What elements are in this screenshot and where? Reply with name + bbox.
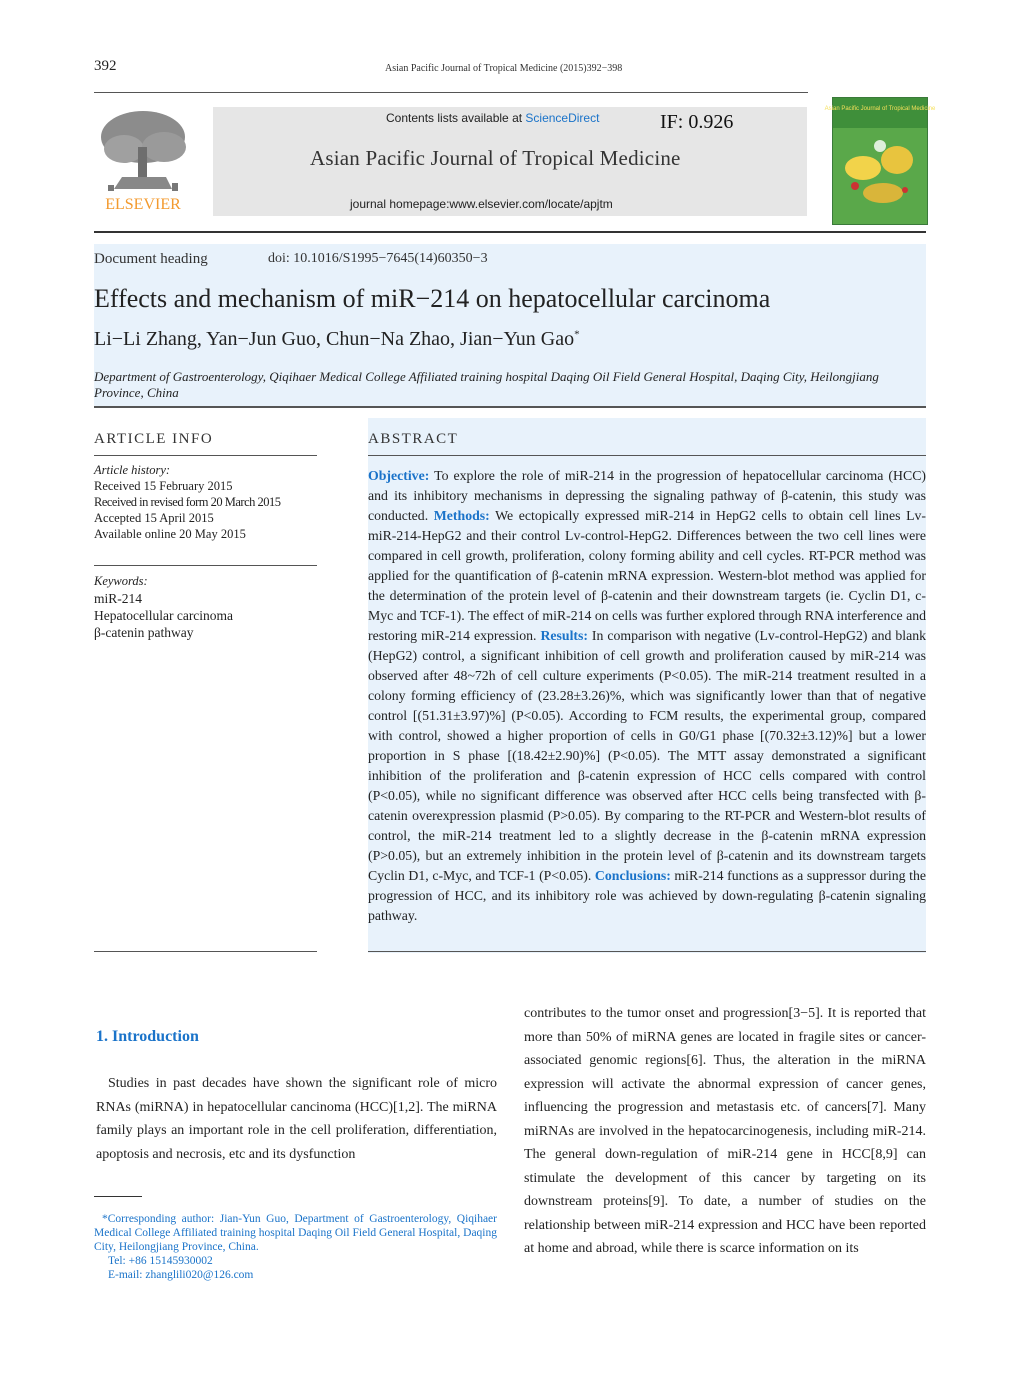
info-rule — [94, 455, 317, 456]
author-email[interactable]: E-mail: zhanglili020@126.com — [108, 1269, 254, 1281]
footnote-rule — [94, 1196, 142, 1197]
revised-date: Received in revised form 20 March 2015 — [94, 495, 281, 509]
info-rule — [94, 565, 317, 566]
journal-homepage-link[interactable]: journal homepage:www.elsevier.com/locate/apjtm — [350, 197, 613, 211]
methods-label: Methods: — [433, 508, 490, 523]
authors-text: Li−Li Zhang, Yan−Jun Guo, Chun−Na Zhao, Jian−Yun Gao — [94, 328, 575, 350]
online-date: Available online 20 May 2015 — [94, 527, 246, 541]
article-history — [94, 462, 317, 542]
doi[interactable]: doi: 10.1016/S1995−7645(14)60350−3 — [268, 251, 488, 266]
abstract-text — [368, 466, 926, 926]
elsevier-logo — [94, 107, 192, 213]
sciencedirect-link[interactable]: ScienceDirect — [525, 111, 600, 125]
intro-paragraph: Studies in past decades have shown the significant role of micro RNAs (miRNA) in hepatocellular cancinoma (HCC)[1,2]. The miRNA family plays an important role in the cell proliferation, differentiation, apoptosis and necrosis, etc and its dysfunction — [96, 1076, 497, 1162]
top-rule — [94, 92, 808, 93]
contents-prefix: Contents lists available at — [386, 111, 526, 125]
info-rule — [94, 951, 317, 952]
introduction-heading: 1. Introduction — [96, 1028, 199, 1045]
keyword-item: β-catenin pathway — [94, 625, 194, 640]
article-title: Effects and mechanism of miR−214 on hepatocellular carcinoma — [94, 284, 771, 313]
author-tel: Tel: +86 15145930002 — [108, 1255, 213, 1267]
cover-title: Asian Pacific Journal of Tropical Medicine — [824, 106, 936, 112]
conclusions-label: Conclusions: — [594, 868, 671, 883]
intro-column-right — [524, 1002, 926, 1261]
results-text: In comparison with negative (Lv-control-HepG2) and blank (HepG2) control, a significant inhibition of cell growth and proliferation caused by miR-214 was observed after 48~72h of cell culture experiments (P<0.05). The miR-214 treatment resulted in a colony forming efficiency of (23.28±3.26)%, which was significantly lower than that of negative control [(51.31±3.97)%] (P<0.05). According to FCM results, the experimental group, compared with control, showed a higher proportion of cells in G0/G1 phase [(70.32±3.12)%] but a lower proportion in S phase [(18.42±2.90)%] (P<0.05). The MTT assay demonstrated a significant inhibition of the proliferation and β-catenin expression of HCC cells compared with control (P<0.05), while no significant difference was observed after HCC cells being transfected with β-catenin overexpression plasmid (P>0.05). By comparing to the RT-PCR and Western-blot results of control, the miR-214 treatment led to a slightly decrease in the β-catenin mRNA expression (P>0.05), but an extremely inhibition in the protein level of β-catenin and its downstream targets Cyclin D1, c-Myc, and TCF-1 (P<0.05). — [368, 628, 926, 883]
received-date: Received 15 February 2015 — [94, 479, 233, 493]
contents-line — [386, 111, 599, 125]
article-info-heading: ARTICLE INFO — [94, 431, 214, 447]
intro-column-left — [96, 1072, 497, 1166]
keywords — [94, 573, 317, 641]
methods-text: We ectopically expressed miR-214 in HepG2 cells to obtain cell lines Lv-miR-214-HepG2 and their control Lv-control-HepG2. Differences between the two cell lines were compared in cell growth, proliferation, colony forming ability and cell cycles. RT-PCR method was applied for the quantification of β-catenin mRNA expression. Western-blot method was applied for the determination of the protein level of β-catenin and their downstream targets (ie. Cyclin D1, c-Myc and TCF-1). The effect of miR-214 on cells was further explored through RNA interference and restoring miR-214 expression. — [368, 508, 926, 643]
author-list — [94, 328, 580, 351]
intro-paragraph: contributes to the tumor onset and progression[3−5]. It is reported that more than 50% of miRNA genes are located in fragile sites or cancer-associated genomic regions[6]. Thus, the alteration in the miRNA expression will activate the abnormal expression of cancer genes, influencing the progression and metastasis etc. of cancers[7]. Many miRNAs are involved in the hepatocarcinogenesis, including miR-214. The general down-regulation of miR-214 gene in HCC[8,9] can stimulate the development of this cancer by targeting on its downstream proteins[9]. To date, a number of studies on the relationship between miR-214 expression and HCC have been reported at home and abroad, while there is scarce information on its — [524, 1006, 926, 1256]
keyword-item: miR-214 — [94, 591, 143, 606]
running-head: Asian Pacific Journal of Tropical Medicine (2015)392−398 — [385, 63, 623, 74]
corresponding-footnote — [94, 1212, 497, 1282]
keywords-label: Keywords: — [94, 574, 148, 588]
affiliation: Department of Gastroenterology, Qiqihaer Medical College Affiliated training hospital Daqing Oil Field General Hospital, Daqing City, Heilongjiang Province, China — [94, 369, 879, 400]
history-label: Article history: — [94, 463, 171, 477]
objective-label: Objective: — [368, 468, 430, 483]
journal-cover-image — [824, 97, 936, 225]
journal-title: Asian Pacific Journal of Tropical Medicine — [310, 146, 681, 170]
abstract-rule — [368, 455, 926, 456]
corresponding-mark: * — [574, 328, 580, 341]
conclusions-text: miR-214 functions as a suppressor during the progression of HCC, and its inhibitory role was achieved by down-regulating β-catenin signaling pathway. — [368, 868, 926, 923]
accepted-date: Accepted 15 April 2015 — [94, 511, 214, 525]
impact-factor: IF: 0.926 — [660, 111, 734, 133]
objective-text: To explore the role of miR-214 in the progression of hepatocellular carcinoma (HCC) and its inhibitory mechanisms in depressing the signaling pathway of β-catenin, this study was conducted. — [368, 468, 926, 523]
abstract-heading: ABSTRACT — [368, 431, 459, 447]
section-rule — [94, 406, 926, 408]
abstract-rule — [368, 951, 926, 952]
document-heading: Document heading — [94, 251, 208, 267]
elsevier-wordmark: ELSEVIER — [105, 196, 181, 213]
header-rule — [94, 231, 926, 233]
corresponding-author: *Corresponding author: Jian-Yun Guo, Department of Gastroenterology, Qiqihaer Medical College Affiliated training hospital Daqing Oil Field General Hospital, Daqing City, Heilongjiang Province, China. — [94, 1213, 497, 1253]
keyword-item: Hepatocellular carcinoma — [94, 608, 234, 623]
page-number: 392 — [94, 58, 117, 74]
results-label: Results: — [540, 628, 588, 643]
